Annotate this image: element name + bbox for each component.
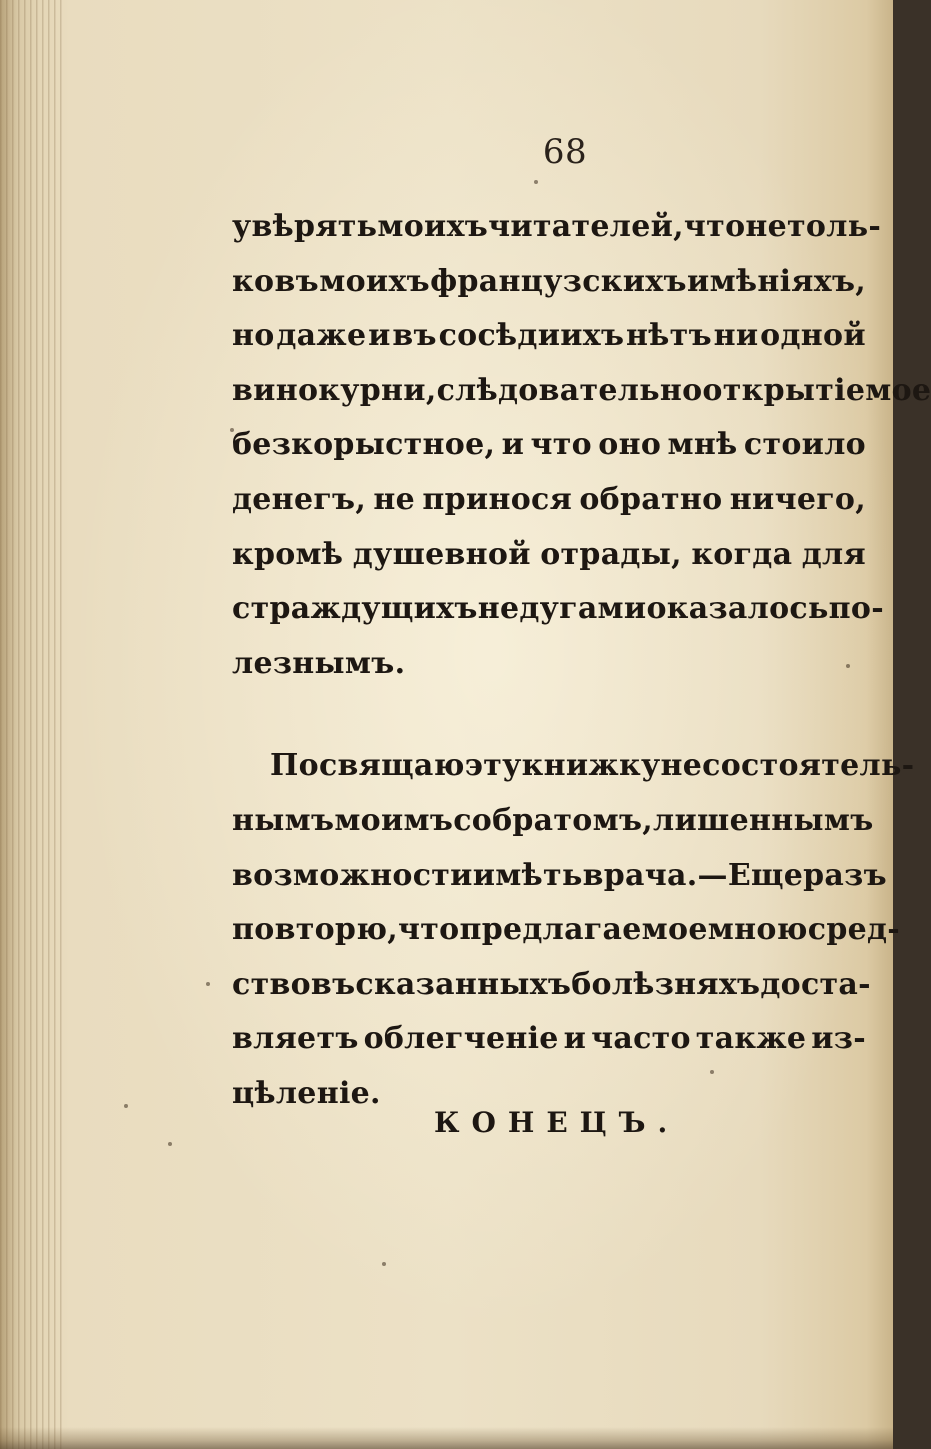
paper-speck — [206, 982, 210, 986]
word: облегченіе — [363, 1021, 559, 1057]
text-line — [232, 364, 931, 419]
word: повторю, — [232, 912, 398, 948]
paper-speck — [382, 1262, 386, 1266]
text-line — [232, 255, 866, 310]
word: из- — [811, 1021, 866, 1057]
word: доста- — [760, 966, 871, 1002]
word: открытіе — [702, 372, 866, 408]
word: отрады, — [540, 536, 682, 572]
word: оказалось — [646, 591, 829, 627]
page-number: 68 — [542, 132, 588, 172]
word: денегъ, — [232, 481, 367, 517]
word: страждущихъ — [232, 591, 478, 627]
word: въ — [392, 318, 437, 354]
text-line — [232, 739, 915, 794]
word: вляетъ — [232, 1021, 359, 1057]
word: что — [683, 209, 746, 244]
word: французскихъ — [430, 263, 687, 299]
text-line — [232, 528, 866, 583]
word: эту — [464, 748, 522, 784]
word: лишеннымъ — [653, 802, 874, 838]
paper-speck — [124, 1104, 128, 1108]
text-line — [232, 1012, 866, 1067]
word: моимъ — [334, 802, 454, 838]
word: также — [695, 1021, 807, 1057]
word: по- — [828, 591, 884, 627]
word: цѣленіе. — [232, 1075, 381, 1111]
text-line — [232, 418, 866, 473]
word: ничего, — [729, 481, 866, 517]
word: оно — [598, 427, 662, 463]
word: ство — [232, 966, 311, 1002]
word: мое — [865, 372, 931, 408]
body-text — [232, 200, 931, 1122]
word: душевной — [352, 536, 531, 572]
word: для — [801, 536, 866, 572]
word: обратно — [579, 481, 723, 517]
word: безкорыстное, — [232, 427, 496, 463]
text-line — [232, 309, 866, 364]
text-line — [232, 582, 884, 637]
word: одной — [760, 318, 866, 354]
word: принося — [422, 481, 573, 517]
word: болѣзняхъ — [571, 966, 761, 1002]
word: врача. — [582, 857, 698, 893]
word: слѣдовательно — [436, 372, 703, 408]
word: — — [697, 857, 728, 893]
word: Посвящаю — [270, 748, 465, 784]
word: предлагаемое — [459, 912, 708, 948]
word: Еще — [727, 857, 804, 893]
word: лезнымъ. — [232, 645, 406, 681]
word: нѣтъ — [626, 318, 712, 354]
text-line — [232, 794, 874, 849]
word: нымъ — [232, 802, 335, 838]
word: книжку — [521, 748, 661, 784]
word: мнѣ — [667, 427, 738, 463]
word: винокурни, — [232, 372, 437, 408]
word: ко — [232, 263, 275, 299]
word: когда — [691, 536, 793, 572]
text-line — [232, 903, 901, 958]
paragraph-gap — [232, 691, 866, 739]
word: что — [530, 427, 592, 463]
word: моихъ — [377, 209, 489, 244]
end-mark: КОНЕЦЪ. — [434, 1106, 680, 1139]
word: мною — [707, 912, 808, 948]
paragraph-1 — [232, 200, 931, 691]
word: имѣть — [472, 857, 583, 893]
word: читателей, — [488, 209, 684, 244]
word: увѣрять — [232, 209, 378, 244]
text-line — [232, 637, 866, 692]
paragraph-2 — [232, 739, 915, 1121]
word: и — [368, 318, 391, 354]
word: ни — [713, 318, 759, 354]
word: не — [745, 209, 788, 244]
word: сказанныхъ — [355, 966, 572, 1002]
word: въ — [310, 966, 356, 1002]
word: толь- — [787, 209, 882, 244]
word: несостоятель- — [660, 748, 915, 784]
paper-speck — [168, 1142, 172, 1146]
word: даже — [276, 318, 367, 354]
word: моихъ — [319, 263, 430, 299]
word: стоило — [743, 427, 866, 463]
text-line — [232, 849, 887, 904]
word: въ — [274, 263, 319, 299]
word: но — [232, 318, 275, 354]
word: недугами — [477, 591, 647, 627]
word: возможности — [232, 857, 473, 893]
text-line — [232, 958, 871, 1013]
text-line — [232, 473, 866, 528]
text-line — [232, 200, 882, 255]
word: кромѣ — [232, 536, 344, 572]
word: и — [563, 1021, 587, 1057]
word: сосѣдиихъ — [438, 318, 625, 354]
word: не — [373, 481, 416, 517]
paper-speck — [534, 180, 538, 184]
word: что — [398, 912, 460, 948]
word: сред- — [807, 912, 901, 948]
word: разъ — [803, 857, 887, 893]
word: собратомъ, — [453, 802, 654, 838]
word: часто — [591, 1021, 691, 1057]
word: и — [501, 427, 525, 463]
word: имѣніяхъ, — [687, 263, 866, 299]
